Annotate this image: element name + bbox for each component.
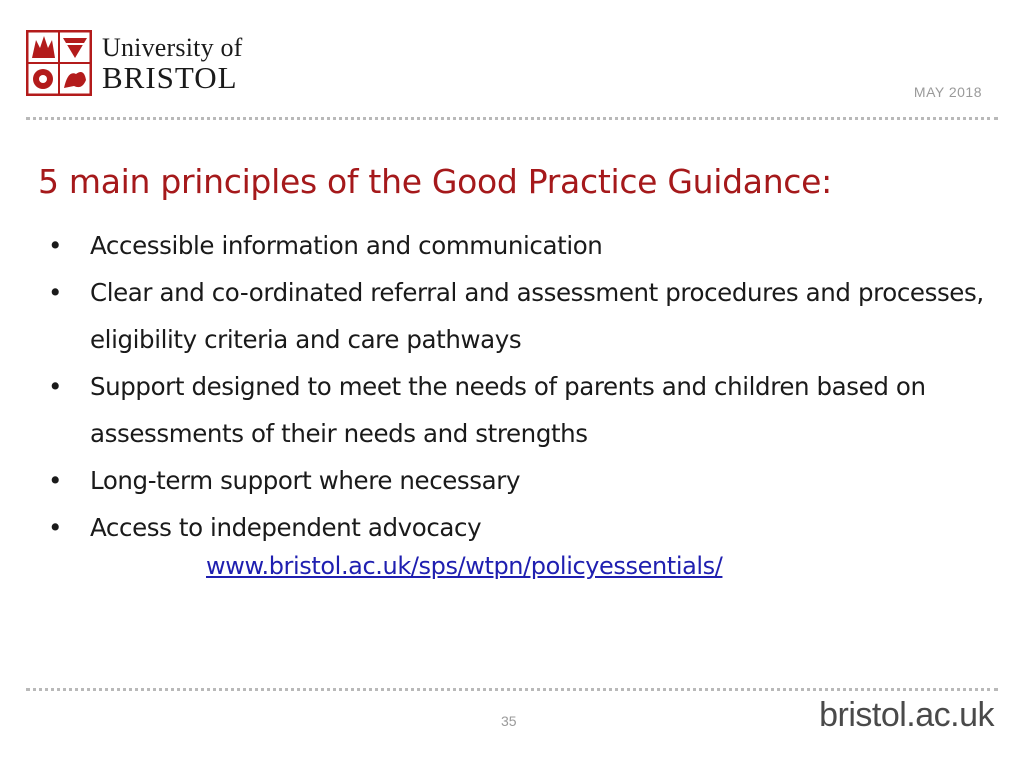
list-item-text: Clear and co-ordinated referral and assessment procedures and processes, eligibility criteria and care pathways	[90, 278, 984, 354]
bullet-marker: •	[48, 231, 63, 260]
slide-title: 5 main principles of the Good Practice Guidance:	[38, 162, 832, 201]
list-item	[48, 457, 1008, 504]
bullet-marker: •	[48, 278, 63, 307]
logo-line-university: University of	[102, 33, 243, 62]
list-item	[48, 363, 1008, 457]
bullet-marker: •	[48, 513, 63, 542]
bullet-marker: •	[48, 466, 63, 495]
bristol-crest-icon	[26, 30, 92, 96]
list-item-text: Access to independent advocacy	[90, 513, 482, 542]
principles-list	[48, 222, 1008, 551]
policy-essentials-link[interactable]: www.bristol.ac.uk/sps/wtpn/policyessentials/	[206, 552, 723, 580]
logo-wordmark	[102, 34, 243, 94]
list-item	[48, 222, 1008, 269]
top-divider	[26, 117, 998, 120]
university-logo	[26, 30, 251, 100]
list-item-text: Accessible information and communication	[90, 231, 603, 260]
list-item-text: Support designed to meet the needs of parents and children based on assessments of their needs and strengths	[90, 372, 926, 448]
list-item-text: Long-term support where necessary	[90, 466, 521, 495]
bullet-marker: •	[48, 372, 63, 401]
page-number: 35	[501, 713, 517, 729]
slide-date: MAY 2018	[913, 84, 982, 100]
list-item	[48, 269, 1008, 363]
logo-line-bristol: BRISTOL	[102, 60, 238, 95]
footer-brand: bristol.ac.uk	[819, 696, 994, 734]
bottom-divider	[26, 688, 998, 691]
list-item	[48, 504, 1008, 551]
